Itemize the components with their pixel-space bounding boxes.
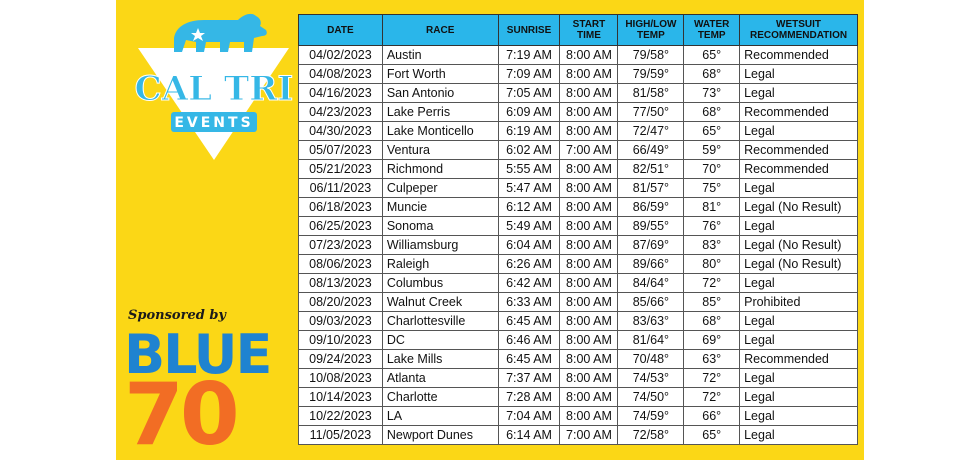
date-cell: 04/16/2023 — [299, 84, 383, 103]
table-row — [299, 198, 858, 217]
high-low-temp-cell: 74/50° — [618, 388, 684, 407]
start-time-cell: 8:00 AM — [560, 103, 618, 122]
water-temp-cell: 59° — [684, 141, 740, 160]
water-temp-cell: 70° — [684, 160, 740, 179]
wetsuit-cell: Legal (No Result) — [740, 236, 858, 255]
table-body — [299, 46, 858, 445]
high-low-temp-cell: 82/51° — [618, 160, 684, 179]
high-low-temp-cell: 81/58° — [618, 84, 684, 103]
race-cell: Sonoma — [382, 217, 498, 236]
sunrise-cell: 5:55 AM — [498, 160, 560, 179]
start-time-cell: 8:00 AM — [560, 217, 618, 236]
high-low-temp-cell: 89/66° — [618, 255, 684, 274]
water-temp-cell: 63° — [684, 350, 740, 369]
race-cell: Lake Mills — [382, 350, 498, 369]
race-cell: Muncie — [382, 198, 498, 217]
water-temp-cell: 85° — [684, 293, 740, 312]
header-water-temp: WATER TEMP — [684, 15, 740, 46]
race-cell: Ventura — [382, 141, 498, 160]
date-cell: 10/22/2023 — [299, 407, 383, 426]
wetsuit-cell: Recommended — [740, 46, 858, 65]
header-start-time: START TIME — [560, 15, 618, 46]
high-low-temp-cell: 72/47° — [618, 122, 684, 141]
wetsuit-cell: Legal — [740, 179, 858, 198]
sunrise-cell: 6:12 AM — [498, 198, 560, 217]
sunrise-cell: 6:02 AM — [498, 141, 560, 160]
high-low-temp-cell: 86/59° — [618, 198, 684, 217]
wetsuit-cell: Recommended — [740, 103, 858, 122]
water-temp-cell: 69° — [684, 331, 740, 350]
race-cell: Austin — [382, 46, 498, 65]
start-time-cell: 8:00 AM — [560, 312, 618, 331]
header-date: DATE — [299, 15, 383, 46]
table-row — [299, 46, 858, 65]
wetsuit-cell: Legal — [740, 65, 858, 84]
start-time-cell: 8:00 AM — [560, 407, 618, 426]
wetsuit-cell: Prohibited — [740, 293, 858, 312]
high-low-temp-cell: 87/69° — [618, 236, 684, 255]
sunrise-cell: 7:09 AM — [498, 65, 560, 84]
wetsuit-cell: Legal — [740, 388, 858, 407]
water-temp-cell: 65° — [684, 122, 740, 141]
wetsuit-cell: Legal — [740, 426, 858, 445]
start-time-cell: 8:00 AM — [560, 293, 618, 312]
logo-events: EVENTS — [174, 115, 254, 131]
high-low-temp-cell: 79/58° — [618, 46, 684, 65]
race-cell: Richmond — [382, 160, 498, 179]
water-temp-cell: 72° — [684, 274, 740, 293]
sunrise-cell: 7:28 AM — [498, 388, 560, 407]
sunrise-cell: 7:04 AM — [498, 407, 560, 426]
table-row — [299, 255, 858, 274]
table-row — [299, 407, 858, 426]
water-temp-cell: 83° — [684, 236, 740, 255]
race-cell: LA — [382, 407, 498, 426]
start-time-cell: 8:00 AM — [560, 65, 618, 84]
table-row — [299, 426, 858, 445]
water-temp-cell: 68° — [684, 65, 740, 84]
table-row — [299, 141, 858, 160]
date-cell: 09/03/2023 — [299, 312, 383, 331]
wetsuit-cell: Recommended — [740, 160, 858, 179]
sunrise-cell: 5:47 AM — [498, 179, 560, 198]
date-cell: 05/07/2023 — [299, 141, 383, 160]
race-cell: Lake Monticello — [382, 122, 498, 141]
race-cell: Lake Perris — [382, 103, 498, 122]
race-cell: Columbus — [382, 274, 498, 293]
table-row — [299, 84, 858, 103]
start-time-cell: 8:00 AM — [560, 255, 618, 274]
sunrise-cell: 6:26 AM — [498, 255, 560, 274]
high-low-temp-cell: 89/55° — [618, 217, 684, 236]
wetsuit-cell: Legal — [740, 217, 858, 236]
sunrise-cell: 6:33 AM — [498, 293, 560, 312]
high-low-temp-cell: 79/59° — [618, 65, 684, 84]
sunrise-cell: 6:19 AM — [498, 122, 560, 141]
table-row — [299, 388, 858, 407]
date-cell: 08/13/2023 — [299, 274, 383, 293]
water-temp-cell: 80° — [684, 255, 740, 274]
wetsuit-cell: Recommended — [740, 141, 858, 160]
high-low-temp-cell: 74/53° — [618, 369, 684, 388]
date-cell: 04/02/2023 — [299, 46, 383, 65]
date-cell: 08/06/2023 — [299, 255, 383, 274]
wetsuit-cell: Recommended — [740, 350, 858, 369]
high-low-temp-cell: 70/48° — [618, 350, 684, 369]
wetsuit-cell: Legal — [740, 274, 858, 293]
table-row — [299, 236, 858, 255]
race-cell: Raleigh — [382, 255, 498, 274]
water-temp-cell: 66° — [684, 407, 740, 426]
table-row — [299, 350, 858, 369]
water-temp-cell: 72° — [684, 369, 740, 388]
date-cell: 11/05/2023 — [299, 426, 383, 445]
wetsuit-cell: Legal — [740, 312, 858, 331]
water-temp-cell: 65° — [684, 46, 740, 65]
table-row — [299, 369, 858, 388]
sunrise-cell: 6:14 AM — [498, 426, 560, 445]
start-time-cell: 7:00 AM — [560, 141, 618, 160]
wetsuit-cell: Legal — [740, 84, 858, 103]
start-time-cell: 8:00 AM — [560, 331, 618, 350]
wetsuit-cell: Legal (No Result) — [740, 198, 858, 217]
high-low-temp-cell: 81/64° — [618, 331, 684, 350]
date-cell: 06/11/2023 — [299, 179, 383, 198]
sunrise-cell: 7:19 AM — [498, 46, 560, 65]
wetsuit-cell: Legal (No Result) — [740, 255, 858, 274]
sunrise-cell: 6:09 AM — [498, 103, 560, 122]
water-temp-cell: 73° — [684, 84, 740, 103]
high-low-temp-cell: 84/64° — [618, 274, 684, 293]
bear-icon — [174, 14, 267, 52]
table-row — [299, 312, 858, 331]
high-low-temp-cell: 74/59° — [618, 407, 684, 426]
high-low-temp-cell: 83/63° — [618, 312, 684, 331]
date-cell: 10/14/2023 — [299, 388, 383, 407]
caltri-logo — [126, 8, 301, 168]
start-time-cell: 8:00 AM — [560, 350, 618, 369]
table-row — [299, 122, 858, 141]
race-cell: Charlottesville — [382, 312, 498, 331]
high-low-temp-cell: 72/58° — [618, 426, 684, 445]
start-time-cell: 8:00 AM — [560, 179, 618, 198]
date-cell: 06/25/2023 — [299, 217, 383, 236]
header-race: RACE — [382, 15, 498, 46]
header-sunrise: SUNRISE — [498, 15, 560, 46]
wetsuit-cell: Legal — [740, 331, 858, 350]
high-low-temp-cell: 85/66° — [618, 293, 684, 312]
race-cell: Fort Worth — [382, 65, 498, 84]
start-time-cell: 8:00 AM — [560, 388, 618, 407]
sunrise-cell: 6:45 AM — [498, 350, 560, 369]
water-temp-cell: 68° — [684, 103, 740, 122]
high-low-temp-cell: 81/57° — [618, 179, 684, 198]
sponsor-logo-70: 70 — [124, 365, 236, 465]
start-time-cell: 8:00 AM — [560, 46, 618, 65]
race-cell: Walnut Creek — [382, 293, 498, 312]
date-cell: 10/08/2023 — [299, 369, 383, 388]
high-low-temp-cell: 66/49° — [618, 141, 684, 160]
water-temp-cell: 81° — [684, 198, 740, 217]
date-cell: 04/08/2023 — [299, 65, 383, 84]
date-cell: 09/10/2023 — [299, 331, 383, 350]
start-time-cell: 7:00 AM — [560, 426, 618, 445]
table-row — [299, 293, 858, 312]
date-cell: 07/23/2023 — [299, 236, 383, 255]
table-row — [299, 103, 858, 122]
water-temp-cell: 72° — [684, 388, 740, 407]
race-cell: San Antonio — [382, 84, 498, 103]
high-low-temp-cell: 77/50° — [618, 103, 684, 122]
start-time-cell: 8:00 AM — [560, 369, 618, 388]
sunrise-cell: 6:42 AM — [498, 274, 560, 293]
race-cell: Culpeper — [382, 179, 498, 198]
wetsuit-cell: Legal — [740, 407, 858, 426]
sunrise-cell: 6:46 AM — [498, 331, 560, 350]
date-cell: 04/23/2023 — [299, 103, 383, 122]
sponsor-logo-blue: BLUE — [124, 323, 271, 386]
header-high-low-temp: HIGH/LOW TEMP — [618, 15, 684, 46]
start-time-cell: 8:00 AM — [560, 274, 618, 293]
start-time-cell: 8:00 AM — [560, 198, 618, 217]
water-temp-cell: 65° — [684, 426, 740, 445]
water-temp-cell: 75° — [684, 179, 740, 198]
date-cell: 05/21/2023 — [299, 160, 383, 179]
table-row — [299, 179, 858, 198]
sponsored-by-label: Sponsored by — [128, 308, 226, 323]
sunrise-cell: 7:05 AM — [498, 84, 560, 103]
water-temp-cell: 76° — [684, 217, 740, 236]
header-wetsuit-recommendation: WETSUIT RECOMMENDATION — [740, 15, 858, 46]
wetsuit-cell: Legal — [740, 369, 858, 388]
wetsuit-cell: Legal — [740, 122, 858, 141]
race-schedule-table — [298, 14, 858, 445]
table-row — [299, 160, 858, 179]
race-cell: DC — [382, 331, 498, 350]
date-cell: 08/20/2023 — [299, 293, 383, 312]
table-row — [299, 331, 858, 350]
sunrise-cell: 5:49 AM — [498, 217, 560, 236]
start-time-cell: 8:00 AM — [560, 160, 618, 179]
sunrise-cell: 7:37 AM — [498, 369, 560, 388]
race-cell: Newport Dunes — [382, 426, 498, 445]
start-time-cell: 8:00 AM — [560, 84, 618, 103]
start-time-cell: 8:00 AM — [560, 122, 618, 141]
logo-wordmark: CAL TRI — [134, 69, 294, 109]
table-row — [299, 274, 858, 293]
table-row — [299, 217, 858, 236]
date-cell: 09/24/2023 — [299, 350, 383, 369]
date-cell: 06/18/2023 — [299, 198, 383, 217]
sunrise-cell: 6:04 AM — [498, 236, 560, 255]
sunrise-cell: 6:45 AM — [498, 312, 560, 331]
race-cell: Williamsburg — [382, 236, 498, 255]
date-cell: 04/30/2023 — [299, 122, 383, 141]
table-row — [299, 65, 858, 84]
race-cell: Charlotte — [382, 388, 498, 407]
table-header-row — [299, 15, 858, 46]
race-cell: Atlanta — [382, 369, 498, 388]
water-temp-cell: 68° — [684, 312, 740, 331]
start-time-cell: 8:00 AM — [560, 236, 618, 255]
